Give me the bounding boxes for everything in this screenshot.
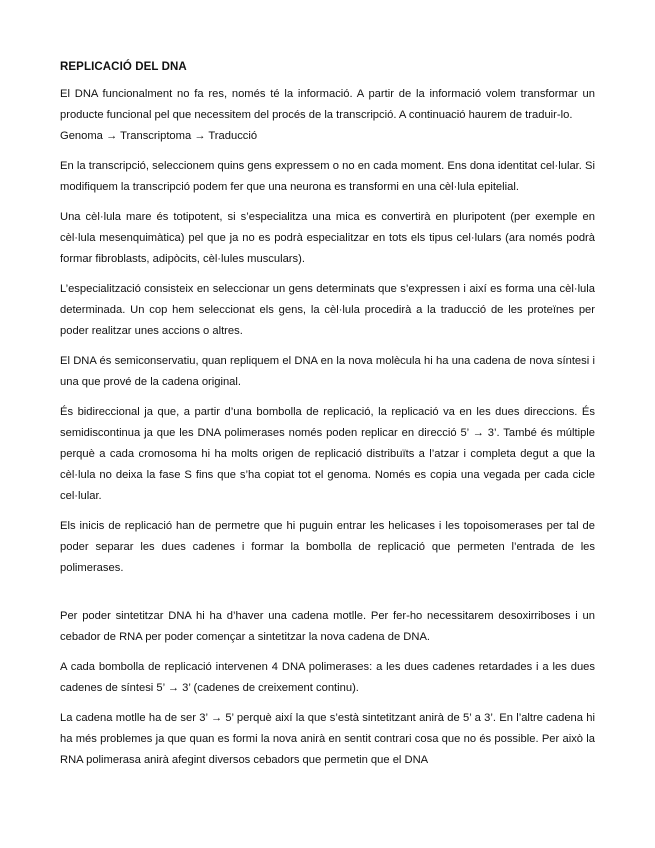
paragraph-semiconservative: El DNA és semiconservatiu, quan repliquem el DNA en la nova molècula hi ha una cadena de nova síntesi i una que prové de la cadena original.	[60, 355, 595, 388]
paragraph-replication-origins: Els inicis de replicació han de permetre que hi puguin entrar les helicases i les topoisomerases per tal de poder separar les dues cadenes i formar la bombolla de replicació que permeten l’entrada de les polimerases.	[60, 520, 595, 574]
paragraph-bidirectional: És bidireccional ja que, a partir d’una bombolla de replicació, la replicació va en les dues direccions. És semidiscontinua ja que les DNA polimerases només poden replicar en direcció 5’ → 3’. També és múltiple perquè a cada cromosoma hi ha molts origen de replicació distribuïts a l’atzar i completa degut a que la cèl·lula no deixa la fase S fins que s’ha copiat tot el genoma. Només es copia una vegada per cada cicle cel·lular.	[60, 406, 595, 502]
paragraph-specialization: L’especialització consisteix en seleccionar un gens determinats que s’expressen i així es forma una cèl·lula determinada. Un cop hem seleccionat els gens, la cèl·lula procedirà a la traducció de les proteïnes per poder realitzar unes accions o altres.	[60, 283, 595, 337]
paragraph-template-strand: Per poder sintetitzar DNA hi ha d’haver una cadena motlle. Per fer-ho necessitarem desoxirriboses i un cebador de RNA per poder començar a sintetitzar la nova cadena de DNA.	[60, 610, 595, 643]
paragraph-dna-function: El DNA funcionalment no fa res, només té la informació. A partir de la informació volem transformar un producte funcional pel que necessitem del procés de la transcripció. A continuació haurem de traduir-lo.	[60, 88, 595, 121]
paragraph-genome-flow: Genoma → Transcriptoma → Traducció	[60, 130, 258, 142]
paragraph-dna-polymerases: A cada bombolla de replicació intervenen 4 DNA polimerases: a les dues cadenes retardades i a les dues cadenes de síntesi 5’ → 3’ (cadenes de creixement continu).	[60, 661, 595, 694]
paragraph-transcription: En la transcripció, seleccionem quins gens expressem o no en cada moment. Ens dona identitat cel·lular. Si modifiquem la transcripció podem fer que una neurona es transformi en una cèl·lula epitelial.	[60, 160, 595, 193]
paragraph-strand-direction: La cadena motlle ha de ser 3’ → 5’ perquè així la que s’està sintetitzant anirà de 5’ a 3’. En l’altre cadena hi ha més problemes ja que quan es formi la nova anirà en sentit contrari cosa que no és possible. Per això la RNA polimerasa anirà afegint diversos cebadors que permetin que el DNA	[60, 712, 595, 766]
document-title: REPLICACIÓ DEL DNA	[60, 61, 187, 73]
paragraph-stem-cell: Una cèl·lula mare és totipotent, si s’especialitza una mica es convertirà en pluripotent (per exemple en cèl·lula mesenquimàtica) pel que ja no es podrà especialitzar en tots els tipus cel·lulars (ara només podrà formar fibroblasts, adipòcits, cèl·lules musculars).	[60, 211, 595, 265]
document-body	[60, 58, 595, 771]
